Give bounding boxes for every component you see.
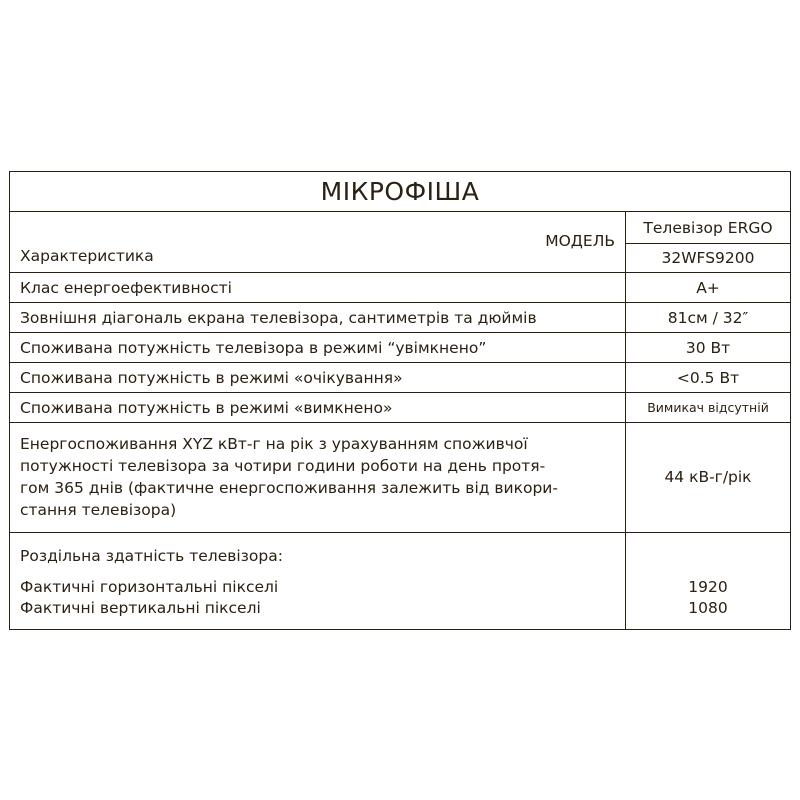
resolution-horizontal-label: Фактичні горизонтальні пікселі bbox=[20, 578, 279, 596]
row-value-power-on: 30 Вт bbox=[685, 338, 731, 357]
row-label-power-off: Споживана потужність в режимі «вимкнено» bbox=[20, 398, 393, 417]
energy-consumption-value: 44 кВ-г/рік bbox=[664, 468, 752, 486]
header-model-code: 32WFS9200 bbox=[661, 249, 755, 267]
row-value-power-off: Вимикач відсутній bbox=[647, 400, 769, 415]
resolution-vertical-label: Фактичні вертикальні пікселі bbox=[20, 599, 261, 617]
row-separator bbox=[10, 532, 790, 533]
header-model-label: МОДЕЛЬ bbox=[545, 232, 615, 250]
row-value-power-standby: <0.5 Вт bbox=[676, 368, 740, 387]
row-value-diagonal: 81см / 32″ bbox=[667, 308, 749, 327]
row-label-diagonal: Зовнішня діагональ екрана телевізора, сантиметрів та дюймів bbox=[20, 308, 537, 327]
resolution-horizontal-value: 1920 bbox=[688, 578, 728, 596]
microfiche-table bbox=[9, 171, 791, 630]
resolution-heading: Роздільна здатність телевізора: bbox=[20, 547, 283, 565]
energy-line: Енергоспоживання XYZ кВт-г на рік з урахуванням споживчої bbox=[20, 435, 528, 453]
row-label-energy-class: Клас енергоефективності bbox=[20, 278, 232, 297]
table-title: МІКРОФІША bbox=[10, 172, 790, 212]
energy-line: гом 365 днів (фактичне енергоспоживання залежить від викори- bbox=[20, 479, 558, 497]
row-label-power-on: Споживана потужність телевізора в режимі “увімкнено” bbox=[20, 338, 487, 357]
header-product-name: Телевізор ERGO bbox=[643, 219, 773, 237]
energy-line: потужності телевізора за чотири години роботи на день протя- bbox=[20, 457, 546, 475]
resolution-vertical-value: 1080 bbox=[688, 599, 728, 617]
row-label-power-standby: Споживана потужність в режимі «очікування» bbox=[20, 368, 403, 387]
energy-line: стання телевізора) bbox=[20, 501, 177, 519]
header-characteristic-label: Характеристика bbox=[20, 247, 154, 265]
row-value-energy-class: A+ bbox=[696, 278, 720, 297]
energy-consumption-description bbox=[10, 423, 625, 531]
